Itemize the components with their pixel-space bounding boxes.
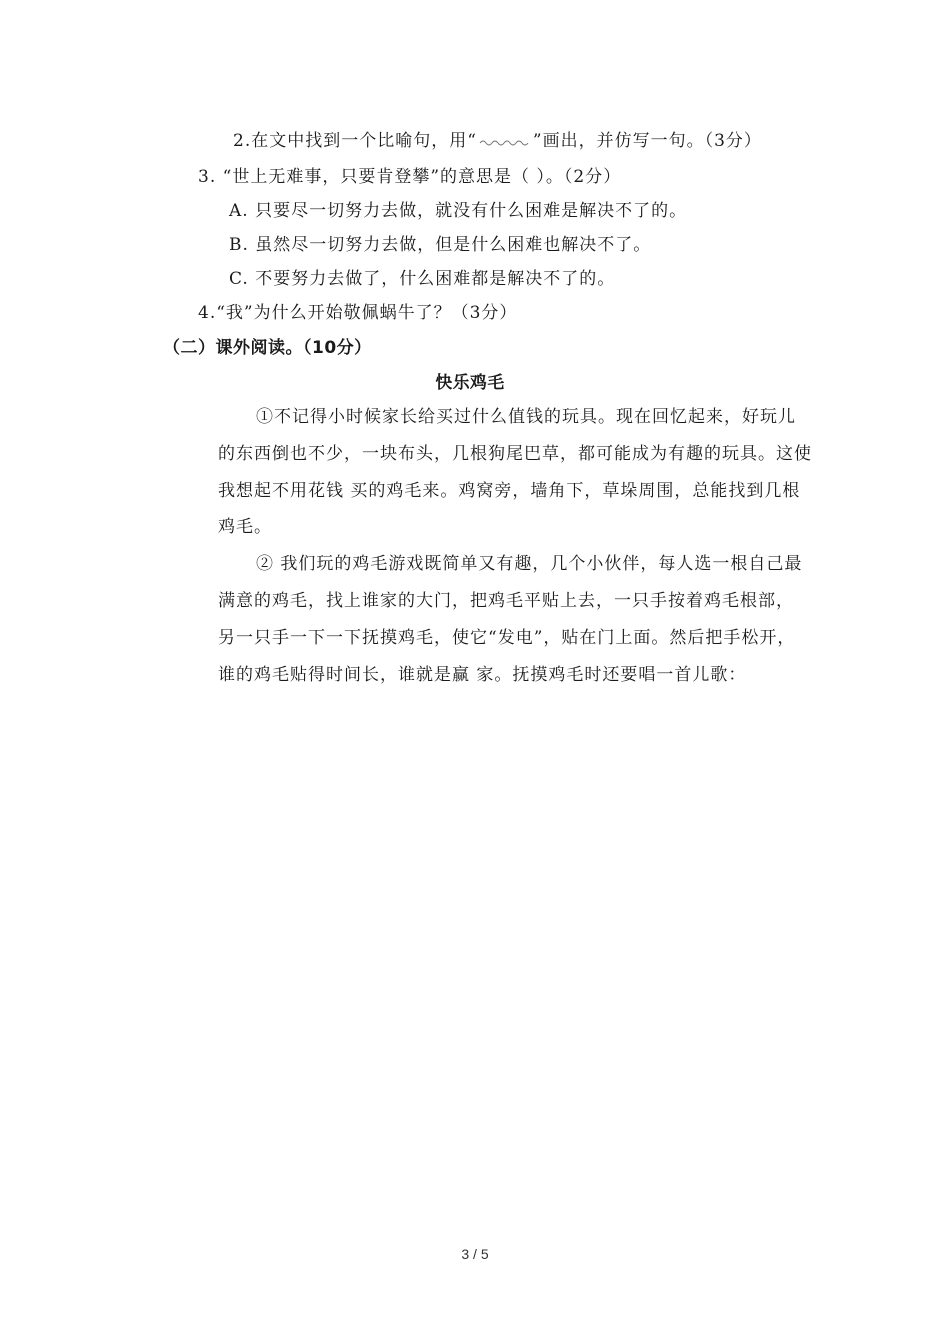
question-3: 3. “世上无难事，只要肯登攀”的意思是（ ）。（2分） bbox=[198, 167, 622, 187]
section-heading: （二）课外阅读。（10分） bbox=[163, 338, 372, 358]
question-3-option-c: C. 不要努力去做了，什么困难都是解决不了的。 bbox=[229, 269, 616, 289]
wavy-underline-mark bbox=[479, 137, 531, 147]
passage-p1-line-4: 鸡毛。 bbox=[218, 517, 272, 537]
passage-title: 快乐鸡毛 bbox=[435, 373, 505, 393]
question-2-suffix: ”画出，并仿写一句。（3分） bbox=[532, 131, 762, 151]
passage-p2-line-2: 满意的鸡毛，找上谁家的大门，把鸡毛平贴上去，一只手按着鸡毛根部， bbox=[218, 591, 794, 611]
question-4: 4.“我”为什么开始敬佩蜗牛了？（3分） bbox=[198, 303, 518, 323]
question-3-option-b: B. 虽然尽一切努力去做，但是什么困难也解决不了。 bbox=[229, 235, 652, 255]
passage-p1-line-1: ①不记得小时候家长给买过什么值钱的玩具。现在回忆起来，好玩儿 bbox=[256, 407, 796, 427]
passage-p2-line-4: 谁的鸡毛贴得时间长，谁就是赢 家。抚摸鸡毛时还要唱一首儿歌： bbox=[218, 665, 747, 685]
passage-p1-line-3: 我想起不用花钱 买的鸡毛来。鸡窝旁，墙角下，草垛周围，总能找到几根 bbox=[218, 481, 801, 501]
passage-p2-line-1: ② 我们玩的鸡毛游戏既简单又有趣，几个小伙伴，每人选一根自己最 bbox=[256, 554, 803, 574]
question-2-prefix: 2.在文中找到一个比喻句，用“ bbox=[233, 131, 477, 151]
question-2 bbox=[233, 126, 762, 151]
question-3-option-a: A. 只要尽一切努力去做，就没有什么困难是解决不了的。 bbox=[229, 201, 688, 221]
page-number: 3 / 5 bbox=[461, 1246, 489, 1262]
passage-p2-line-3: 另一只手一下一下抚摸鸡毛，使它“发电”，贴在门上面。然后把手松开， bbox=[218, 628, 796, 648]
passage-p1-line-2: 的东西倒也不少，一块布头，几根狗尾巴草，都可能成为有趣的玩具。这使 bbox=[218, 444, 812, 464]
